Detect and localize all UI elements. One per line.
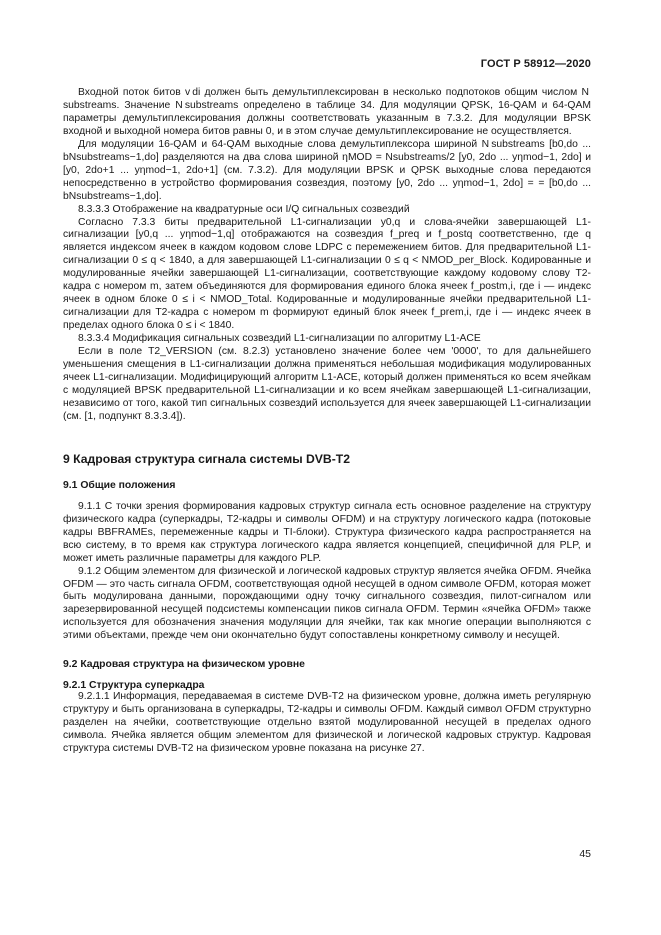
standard-header: ГОСТ Р 58912—2020: [480, 58, 591, 70]
clause-8-3-3-4-title: 8.3.3.4 Модификация сигнальных созвездий L1-сигнализации по алгоритму L1-ACE: [78, 333, 481, 345]
page-content: [63, 87, 591, 756]
paragraph-9-1-1: 9.1.1 С точки зрения формирования кадровых структур сигнала есть основное разделение на структуру физического кадра (суперкадры, Т2-кадры и символы OFDM) и на структуру логического кадра (потоковые кадры BBFRAMEs, перемеженные кадры и TI-блоки). Структура физического кадра распространяется на всю систему, в то время как структура логического кадра является концепцией, специфичной для PLP, и может иметь различные параметры для каждого PLP.: [63, 500, 591, 564]
section-9-2-1-heading: 9.2.1 Структура суперкадра: [63, 680, 205, 692]
paragraph-l1-ace: Если в поле T2_VERSION (см. 8.2.3) установлено значение более чем '0000', то для дальнейшего уменьшения смещения в L1-сигнализации должна применяться небольшая модификация модулированных ячеек L1-сигнализации. Модифицирующий алгоритм L1-ACE, который должен применяться ко всем ячейкам с модуляцией BPSK предварительной L1-сигнализации и ко всем ячейкам завершающей L1-сигнализации, независимо от того, какой тип сигнальных созвездий используется для ячеек завершающей L1-сигнализации (см. [1, подпункт 8.3.3.4]).: [63, 346, 591, 422]
paragraph-9-1-2: 9.1.2 Общим элементом для физической и логической кадровых структур является ячейка OFDM. Ячейка OFDM — это часть сигнала OFDM, соответствующая одной несущей в одном символе OFDM, которая может быть модулирована данными, порождающими одну точку сигнального созвездия, пилот-сигналом или зарезервированной несущей подсистемы компенсации пиков сигнала OFDM. Термин «ячейка OFDM» также используется для обозначения значения модуляции для ячейки, так как многие операции выполняются с этими объектами, прежде чем они окончательно будут сопоставлены конкретному символу и несущей.: [63, 565, 591, 642]
paragraph-9-2-1-1: 9.2.1.1 Информация, передаваемая в системе DVB-T2 на физическом уровне, должна иметь регулярную структуру и быть организована в суперкадры, Т2-кадры и символы OFDM. Каждый символ OFDM структурно разделен на ячейки, соответствующие отдельно взятой модулированной несущей в пределах одного символа. Ячейка является общим элементом для физической и логической кадровых структур. Кадровая структура системы DVB-T2 на физическом уровне показана на рисунке 27.: [63, 691, 591, 755]
section-9-heading: 9 Кадровая структура сигнала системы DVB-T2: [63, 451, 351, 466]
page-number: 45: [579, 848, 591, 860]
section-9-2-heading: 9.2 Кадровая структура на физическом уровне: [63, 659, 305, 671]
clause-8-3-3-3-title: 8.3.3.3 Отображение на квадратурные оси I/Q сигнальных созвездий: [78, 203, 410, 215]
section-9-1-heading: 9.1 Общие положения: [63, 479, 176, 491]
paragraph-demux-input: Входной поток битов v di должен быть демультиплексирован в несколько подпотоков общим числом N substreams. Значение N substreams определено в таблице 34. Для модуляции QPSK, 16-QAM и 64-QAM параметры демультиплексирования должны соответствовать указанным в 7.3.2. Для модуляции BPSK входной и выходной номера битов равны 0, и в этом случае демультиплексирование не осуществляется.: [63, 87, 591, 137]
paragraph-demux-output: Для модуляции 16-QAM и 64-QAM выходные слова демультиплексора шириной N substreams [b0,do ... bNsubstreams−1,do] разделяются на два слова шириной ηMOD = Nsubstreams/2 [y0, 2do ... yηmod−1, 2do] и [y0, 2do+1 ... yηmod−1, 2do+1] (см. 7.3.2). Для модуляции BPSK и QPSK выходные слова передаются непосредственно в устройство формирования созвездия, поэтому [y0, 2do ... yηmod−1, 2do] = = [b0,do ... bNsubstreams−1,do].: [63, 138, 591, 202]
paragraph-iq-mapping: Согласно 7.3.3 биты предварительной L1-сигнализации y0,q и слова-ячейки завершающей L1-сигнализации [y0,q ... yηmod−1,q] отображаются на созвездия f_preq и f_postq соответственно, где q является индексом ячеек в каждом кодовом слове LDPC с перемежением битов. Для предварительной L1-сигнализации 0 ≤ q < 1840, а для завершающей L1-сигнализации 0 ≤ q < NMOD_per_Block. Кодированные и модулированные ячейки завершающей L1-сигнализации, соответствующие каждому кодовому слову Т2-кадра с номером m, затем объединяются для формирования единого блока ячеек f_postm,i, где i — индекс ячеек в одном блоке 0 ≤ i < NMOD_Total. Кодированные и модулированные ячейки предварительной L1-сигнализации для Т2-кадра с номером m формируют единый блок ячеек f_prem,i, где i — индекс ячеек в пределах одного блока 0 ≤ i < 1840.: [63, 216, 591, 332]
